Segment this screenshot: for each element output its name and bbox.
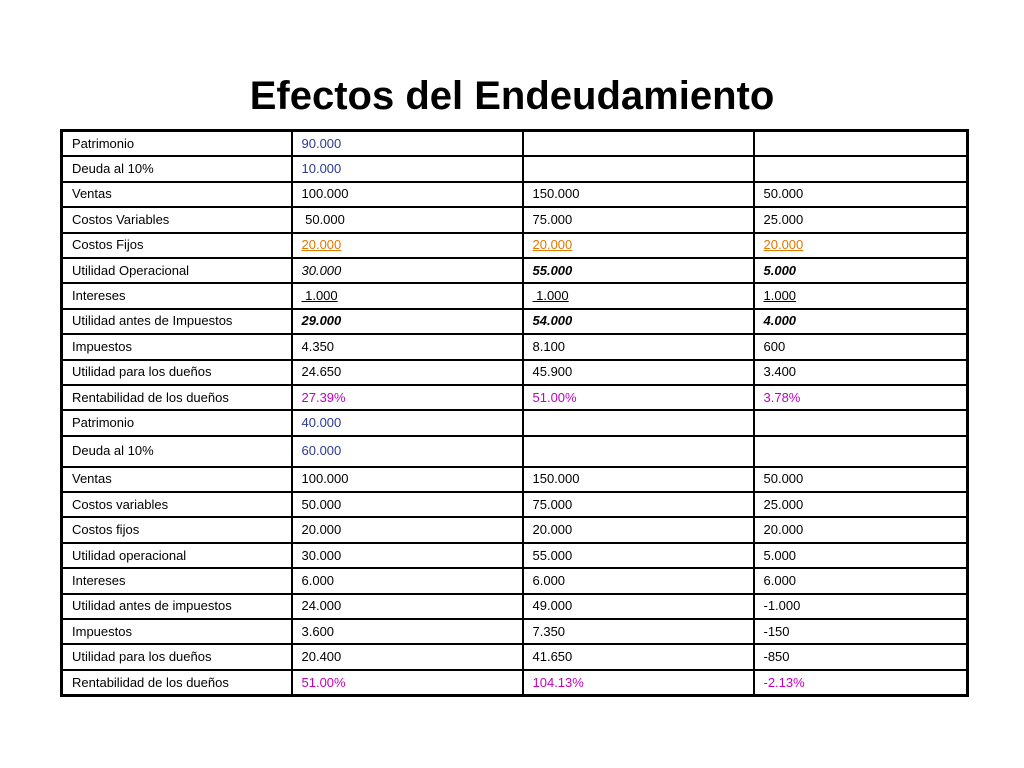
cell-text: 1.000 (301, 288, 338, 304)
table-row (62, 334, 968, 359)
table-row (62, 543, 968, 568)
row-label: Rentabilidad de los dueños (62, 670, 292, 696)
cell-value: 6.000 (292, 568, 523, 593)
cell-value: 3.400 (754, 360, 968, 385)
table-row (62, 568, 968, 593)
table-row (62, 182, 968, 207)
cell-value: 6.000 (754, 568, 968, 593)
cell-value: 50.000 (292, 492, 523, 517)
debt-effects-table-container (60, 129, 966, 697)
cell-value (523, 436, 754, 467)
cell-value: 51.00% (523, 385, 754, 410)
cell-value: 27.39% (292, 385, 523, 410)
cell-value: 55.000 (523, 258, 754, 283)
cell-value: 20.000 (292, 517, 523, 542)
cell-value: 25.000 (754, 207, 968, 232)
row-label: Patrimonio (62, 410, 292, 435)
cell-value: 55.000 (523, 543, 754, 568)
cell-value: 3.600 (292, 619, 523, 644)
cell-value: 41.650 (523, 644, 754, 669)
cell-value (292, 207, 523, 232)
row-label: Utilidad para los dueños (62, 644, 292, 669)
cell-value: 30.000 (292, 543, 523, 568)
row-label: Utilidad operacional (62, 543, 292, 568)
cell-value: 100.000 (292, 467, 523, 492)
row-label: Patrimonio (62, 131, 292, 157)
row-label: Utilidad para los dueños (62, 360, 292, 385)
slide-title: Efectos del Endeudamiento (249, 74, 775, 118)
cell-text: 1.000 (763, 288, 797, 304)
cell-value: 4.000 (754, 309, 968, 334)
row-label: Ventas (62, 467, 292, 492)
cell-value: 25.000 (754, 492, 968, 517)
cell-text: 50.000 (301, 211, 345, 227)
row-label: Utilidad antes de Impuestos (62, 309, 292, 334)
table-row (62, 309, 968, 334)
row-label: Rentabilidad de los dueños (62, 385, 292, 410)
cell-value: 5.000 (754, 258, 968, 283)
table-row (62, 467, 968, 492)
row-label: Ventas (62, 182, 292, 207)
cell-value (754, 156, 968, 181)
cell-value: -150 (754, 619, 968, 644)
cell-value: 20.400 (292, 644, 523, 669)
cell-value (754, 436, 968, 467)
cell-value: 45.900 (523, 360, 754, 385)
cell-value: 49.000 (523, 594, 754, 619)
table-row (62, 233, 968, 258)
cell-value: 10.000 (292, 156, 523, 181)
row-label: Utilidad antes de impuestos (62, 594, 292, 619)
row-label: Intereses (62, 568, 292, 593)
row-label: Deuda al 10% (62, 436, 292, 467)
cell-value: 150.000 (523, 182, 754, 207)
cell-value: 29.000 (292, 309, 523, 334)
cell-value: 20.000 (754, 233, 968, 258)
cell-value (754, 410, 968, 435)
cell-value: 50.000 (754, 467, 968, 492)
cell-value: 54.000 (523, 309, 754, 334)
table-row (62, 644, 968, 669)
cell-value: 24.650 (292, 360, 523, 385)
cell-value (754, 283, 968, 308)
table-row (62, 258, 968, 283)
cell-value: 90.000 (292, 131, 523, 157)
table-row (62, 492, 968, 517)
cell-value: 75.000 (523, 207, 754, 232)
cell-value: 4.350 (292, 334, 523, 359)
cell-value: 60.000 (292, 436, 523, 467)
cell-value: 50.000 (754, 182, 968, 207)
cell-value (754, 131, 968, 157)
table-row (62, 670, 968, 696)
table-row (62, 207, 968, 232)
cell-value: -850 (754, 644, 968, 669)
table-row (62, 619, 968, 644)
cell-value: 51.00% (292, 670, 523, 696)
cell-value: 7.350 (523, 619, 754, 644)
cell-value (292, 283, 523, 308)
cell-value: 24.000 (292, 594, 523, 619)
row-label: Impuestos (62, 619, 292, 644)
cell-value: 20.000 (292, 233, 523, 258)
cell-value: 30.000 (292, 258, 523, 283)
cell-value: 20.000 (523, 233, 754, 258)
cell-value: 3.78% (754, 385, 968, 410)
row-label: Deuda al 10% (62, 156, 292, 181)
cell-value: 5.000 (754, 543, 968, 568)
cell-value (523, 410, 754, 435)
cell-value: 75.000 (523, 492, 754, 517)
cell-value: 20.000 (754, 517, 968, 542)
table-row (62, 360, 968, 385)
table-row (62, 156, 968, 181)
cell-value: 150.000 (523, 467, 754, 492)
row-label: Costos Variables (62, 207, 292, 232)
cell-value (523, 283, 754, 308)
cell-value (523, 131, 754, 157)
cell-value: -1.000 (754, 594, 968, 619)
cell-value: -2.13% (754, 670, 968, 696)
row-label: Costos fijos (62, 517, 292, 542)
table-row (62, 594, 968, 619)
row-label: Costos Fijos (62, 233, 292, 258)
cell-text: 1.000 (532, 288, 569, 304)
row-label: Impuestos (62, 334, 292, 359)
row-label: Intereses (62, 283, 292, 308)
table-row (62, 385, 968, 410)
row-label: Costos variables (62, 492, 292, 517)
cell-value: 100.000 (292, 182, 523, 207)
debt-effects-table (60, 129, 969, 697)
cell-value: 600 (754, 334, 968, 359)
table-row (62, 131, 968, 157)
row-label: Utilidad Operacional (62, 258, 292, 283)
table-row (62, 410, 968, 435)
cell-value: 6.000 (523, 568, 754, 593)
cell-value: 40.000 (292, 410, 523, 435)
table-row (62, 283, 968, 308)
cell-value: 104.13% (523, 670, 754, 696)
cell-value (523, 156, 754, 181)
cell-value: 20.000 (523, 517, 754, 542)
table-row (62, 436, 968, 467)
cell-value: 8.100 (523, 334, 754, 359)
table-row (62, 517, 968, 542)
